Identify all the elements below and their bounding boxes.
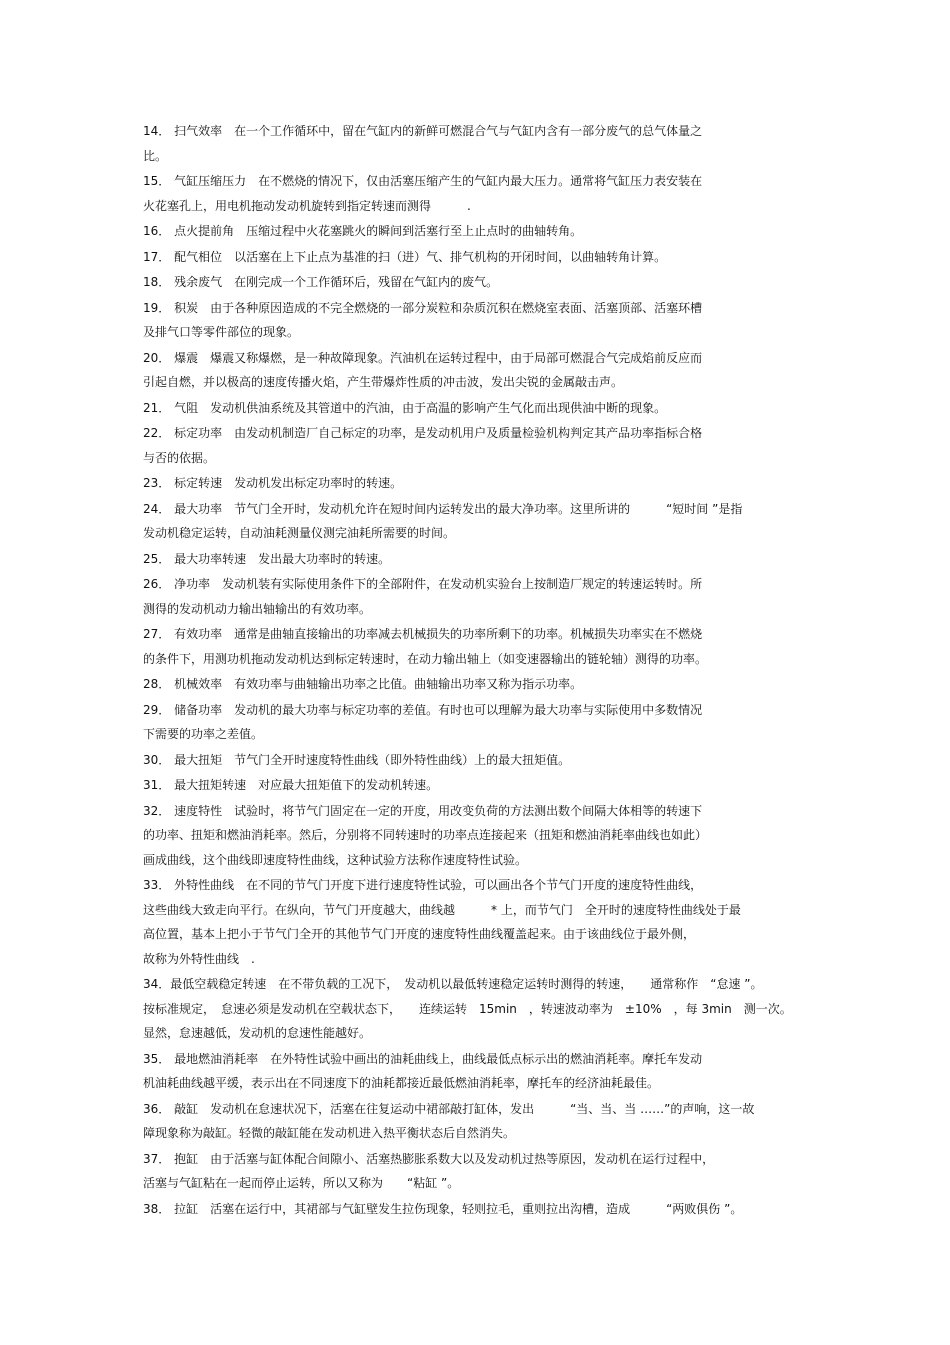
definition-text-line: 的条件下，用测功机拖动发动机达到标定转速时，在动力输出轴上（如变速器输出的链轮轴）测得的功率。 — [143, 651, 708, 666]
definition-text-line: 显然，怠速越低，发动机的怠速性能越好。 — [143, 1026, 372, 1040]
definition-text-line: 31． 最大扭矩转速 对应最大扭矩值下的发动机转速。 — [143, 778, 439, 792]
definition-entry — [143, 270, 823, 295]
definition-entry — [143, 119, 823, 168]
definition-text-line: 38． 拉缸 活塞在运行中，其裙部与气缸壁发生拉伤现象，轻则拉毛，重则拉出沟槽，造成 “两败俱伤 ”。 — [143, 1201, 743, 1216]
definition-text-line: 的功率、扭矩和燃油消耗率。然后，分别将不同转速时的功率点连接起来（扭矩和燃油消耗率曲线也如此） — [143, 828, 708, 842]
definition-text-line: 比。 — [143, 148, 168, 163]
definition-text-line: 30． 最大扭矩 节气门全开时速度特性曲线（即外特性曲线）上的最大扭矩值。 — [143, 752, 571, 767]
definition-entry — [143, 1197, 823, 1222]
definition-text-line: 按标准规定， 怠速必须是发动机在空载状态下， 连续运转 15min ，转速波动率为 ±10% ，每 3min 测一次。 — [143, 1001, 792, 1016]
definition-text-line: 16． 点火提前角 压缩过程中火花塞跳火的瞬间到活塞行至上止点时的曲轴转角。 — [143, 224, 583, 238]
definition-text-line: 发动机稳定运转，自动油耗测量仪测完油耗所需要的时间。 — [143, 526, 456, 540]
definition-entry — [143, 773, 823, 798]
definition-text-line: 34．最低空载稳定转速 在不带负载的工况下， 发动机以最低转速稳定运转时测得的转速， 通常称作 “怠速 ”。 — [143, 977, 763, 991]
definition-entry — [143, 245, 823, 270]
definition-entry — [143, 346, 823, 395]
definition-text-line: 20． 爆震 爆震又称爆燃，是一种故障现象。汽油机在运转过程中，由于局部可燃混合气完成焰前反应而 — [143, 350, 703, 365]
definition-text-line: 高位置，基本上把小于节气门全开的其他节气门开度的速度特性曲线覆盖起来。由于该曲线位于最外侧， — [143, 927, 696, 941]
definition-text-line: 这些曲线大致走向平行。在纵向，节气门开度越大，曲线越 * 上，而节气门 全开时的速度特性曲线处于最 — [143, 902, 741, 917]
definition-entry — [143, 698, 823, 747]
definition-text-line: 机油耗曲线越平缓，表示出在不同速度下的油耗都接近最低燃油消耗率，摩托车的经济油耗最佳。 — [143, 1076, 660, 1090]
definition-entry — [143, 547, 823, 572]
definition-entry — [143, 1097, 823, 1146]
definition-entry — [143, 1047, 823, 1096]
definition-text-line: 15． 气缸压缩压力 在不燃烧的情况下，仅由活塞压缩产生的气缸内最大压力。通常将气缸压力表安装在 — [143, 174, 703, 188]
definition-text-line: 引起自燃，并以极高的速度传播火焰，产生带爆炸性质的冲击波，发出尖锐的金属敲击声。 — [143, 375, 624, 389]
definition-entry — [143, 799, 823, 873]
definition-text-line: 32． 速度特性 试验时，将节气门固定在一定的开度，用改变负荷的方法测出数个间隔大体相等的转速下 — [143, 803, 703, 818]
definition-entry — [143, 169, 823, 218]
definition-entry — [143, 497, 823, 546]
definition-entry — [143, 396, 823, 421]
definition-text-line: 17． 配气相位 以活塞在上下止点为基准的扫（进）气、排气机构的开闭时间，以曲轴转角计算。 — [143, 249, 667, 264]
definition-text-line: 活塞与气缸粘在一起而停止运转，所以又称为 “粘缸 ”。 — [143, 1176, 460, 1190]
definition-entry — [143, 972, 823, 1046]
definition-text-line: 火花塞孔上，用电机拖动发动机旋转到指定转速而测得 . — [143, 198, 471, 213]
definition-text-line: 19． 积炭 由于各种原因造成的不完全燃烧的一部分炭粒和杂质沉积在燃烧室表面、活塞顶部、活塞环槽 — [143, 300, 703, 315]
definition-text-line: 14． 扫气效率 在一个工作循环中，留在气缸内的新鲜可燃混合气与气缸内含有一部分废气的总气体量之 — [143, 124, 703, 138]
definition-text-line: 与否的依据。 — [143, 450, 216, 465]
definition-text-line: 28． 机械效率 有效功率与曲轴输出功率之比值。曲轴输出功率又称为指示功率。 — [143, 677, 583, 691]
definition-text-line: 下需要的功率之差值。 — [143, 727, 264, 741]
definition-entry — [143, 296, 823, 345]
definition-text-line: 29． 储备功率 发动机的最大功率与标定功率的差值。有时也可以理解为最大功率与实际使用中多数情况 — [143, 702, 703, 717]
definition-text-line: 26． 净功率 发动机装有实际使用条件下的全部附件，在发动机实验台上按制造厂规定的转速运转时。所 — [143, 577, 703, 591]
definition-text-line: 及排气口等零件部位的现象。 — [143, 325, 300, 339]
definition-text-line: 36． 敲缸 发动机在怠速状况下，活塞在往复运动中裙部敲打缸体，发出 “当、当、当 ……”的声响，这一故 — [143, 1101, 755, 1116]
definition-text-line: 37． 抱缸 由于活塞与缸体配合间隙小、活塞热膨胀系数大以及发动机过热等原因，发动机在运行过程中， — [143, 1151, 715, 1166]
definition-text-line: 35． 最地燃油消耗率 在外特性试验中画出的油耗曲线上，曲线最低点标示出的燃油消耗率。摩托车发动 — [143, 1051, 703, 1066]
definition-text-line: 25． 最大功率转速 发出最大功率时的转速。 — [143, 551, 391, 566]
definition-text-line: 18． 残余废气 在刚完成一个工作循环后，残留在气缸内的废气。 — [143, 275, 499, 289]
definition-entry — [143, 873, 823, 971]
definition-entry — [143, 1147, 823, 1196]
definition-entry — [143, 748, 823, 773]
definition-text-line: 画成曲线，这个曲线即速度特性曲线，这种试验方法称作速度特性试验。 — [143, 852, 528, 867]
definition-entry — [143, 471, 823, 496]
definition-entry — [143, 622, 823, 671]
definition-entry — [143, 672, 823, 697]
definition-entry — [143, 572, 823, 621]
definition-text-line: 故称为外特性曲线 . — [143, 951, 255, 966]
definition-text-line: 23． 标定转速 发动机发出标定功率时的转速。 — [143, 476, 403, 490]
definition-text-line: 22． 标定功率 由发动机制造厂自己标定的功率，是发动机用户及质量检验机构判定其产品功率指标合格 — [143, 426, 703, 440]
document-body — [143, 119, 823, 1222]
definition-text-line: 障现象称为敲缸。轻微的敲缸能在发动机进入热平衡状态后自然消失。 — [143, 1126, 516, 1140]
definition-text-line: 33． 外特性曲线 在不同的节气门开度下进行速度特性试验，可以画出各个节气门开度的速度特性曲线， — [143, 878, 703, 892]
definition-text-line: 21． 气阻 发动机供油系统及其管道中的汽油，由于高温的影响产生气化而出现供油中断的现象。 — [143, 400, 667, 415]
definition-text-line: 24． 最大功率 节气门全开时，发动机允许在短时间内运转发出的最大净功率。这里所讲的 “短时间 ”是指 — [143, 501, 743, 516]
definition-entry — [143, 421, 823, 470]
definition-text-line: 27． 有效功率 通常是曲轴直接输出的功率减去机械损失的功率所剩下的功率。机械损失功率实在不燃烧 — [143, 627, 703, 641]
definition-text-line: 测得的发动机动力输出轴输出的有效功率。 — [143, 601, 372, 616]
definition-entry — [143, 219, 823, 244]
